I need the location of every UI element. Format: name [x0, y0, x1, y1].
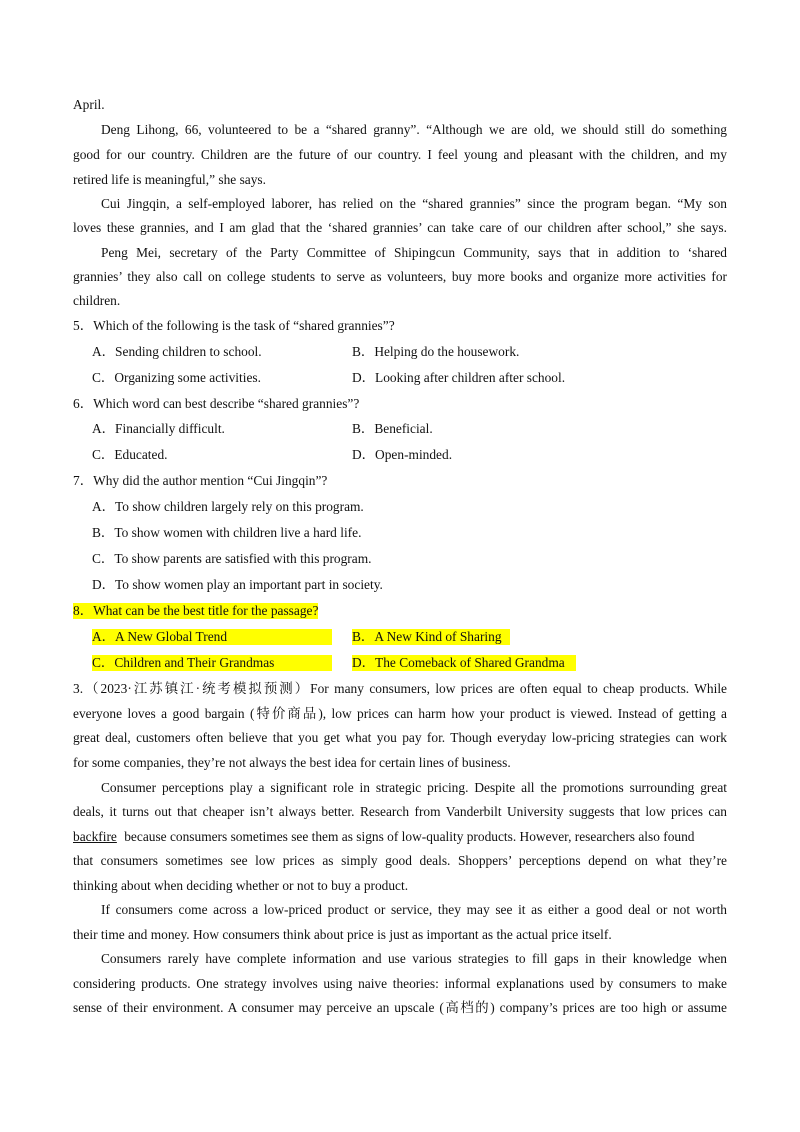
- option-d: D．Looking after children after school.: [352, 370, 566, 385]
- option-b: B．Beneficial.: [352, 421, 433, 436]
- text-line: [73, 829, 727, 845]
- text-line: great deal, customers often believe that you get what you pay for. Though everyday low-pricing strategies can work: [73, 730, 727, 745]
- text-line: loves these grannies, and I am glad that the ‘shared grannies’ can take care of our children after school,” she says.: [73, 220, 727, 235]
- option-d: D．Open-minded.: [352, 447, 453, 462]
- text-line: Consumers rarely have complete information and use various strategies to fill gaps in their knowledge when: [101, 951, 727, 966]
- question-stem: 6．Which word can best describe “shared grannies”?: [73, 396, 360, 411]
- option-c-highlighted: C．Children and Their Grandmas: [92, 655, 332, 671]
- text-line: that consumers sometimes see low prices as simply good deals. Shoppers’ perceptions depend on what they’re: [73, 853, 727, 868]
- option-a: A．Financially difficult.: [92, 421, 225, 436]
- text-line: good for our country. Children are the future of our country. I feel young and pleasant with the children, and my: [73, 147, 727, 162]
- text-line-rest: because consumers sometimes see them as signs of low-quality products. However, researchers also found: [124, 829, 695, 844]
- text-line: sense of their environment. A consumer may perceive an upscale (高档的) company’s prices are too high or assume: [73, 1000, 727, 1015]
- text-line: their time and money. How consumers think about price is just as important as the actual price itself.: [73, 927, 612, 942]
- option-d-highlighted: D．The Comeback of Shared Grandma: [352, 655, 576, 671]
- text-line: April.: [73, 97, 105, 112]
- question-stem: 5．Which of the following is the task of “shared grannies”?: [73, 318, 395, 333]
- option-c: C．To show parents are satisfied with this program.: [92, 551, 372, 566]
- text-line: for some companies, they’re not always the best idea for certain lines of business.: [73, 755, 511, 770]
- text-line: grannies’ they also call on college students to serve as volunteers, buy more books and organize more activities for: [73, 269, 727, 284]
- text-line: Consumer perceptions play a significant role in strategic pricing. Despite all the promotions surrounding great: [101, 780, 727, 795]
- option-c: C．Organizing some activities.: [92, 370, 261, 385]
- text-line: If consumers come across a low-priced product or service, they may see it as either a good deal or not worth: [101, 902, 727, 917]
- text-line: 3.（2023·江苏镇江·统考模拟预测）For many consumers, low prices are often equal to cheap products. While: [73, 681, 727, 696]
- option-b: B．To show women with children live a hard life.: [92, 525, 362, 540]
- text-line: everyone loves a good bargain (特价商品), low prices can harm how your product is viewed. Instead of getting a: [73, 706, 727, 721]
- question-stem-highlighted: 8．What can be the best title for the passage?: [73, 603, 319, 618]
- option-b-highlighted: B．A New Kind of Sharing: [352, 629, 510, 645]
- underlined-word: backfire: [73, 829, 117, 844]
- text-line: retired life is meaningful,” she says.: [73, 172, 266, 187]
- text-line: thinking about when deciding whether or not to buy a product.: [73, 878, 409, 893]
- question-stem: 7．Why did the author mention “Cui Jingqin”?: [73, 473, 328, 488]
- option-a-highlighted: A．A New Global Trend: [92, 629, 332, 645]
- option-a: A．Sending children to school.: [92, 344, 262, 359]
- option-a: A．To show children largely rely on this program.: [92, 499, 364, 514]
- option-b: B．Helping do the housework.: [352, 344, 520, 359]
- text-line: Cui Jingqin, a self-employed laborer, has relied on the “shared grannies” since the program began. “My son: [101, 196, 727, 211]
- option-d: D．To show women play an important part in society.: [92, 577, 383, 592]
- text-line: Deng Lihong, 66, volunteered to be a “shared granny”. “Although we are old, we should still do something: [101, 122, 727, 137]
- option-c: C．Educated.: [92, 447, 168, 462]
- text-line: deals, it turns out that cheaper isn’t always better. Research from Vanderbilt University suggests that low prices can: [73, 804, 727, 819]
- text-line: considering products. One strategy involves using naive theories: informal explanations used by consumers to make: [73, 976, 727, 991]
- text-line: Peng Mei, secretary of the Party Committee of Shipingcun Community, says that in addition to ‘shared: [101, 245, 727, 260]
- text-line: children.: [73, 293, 121, 308]
